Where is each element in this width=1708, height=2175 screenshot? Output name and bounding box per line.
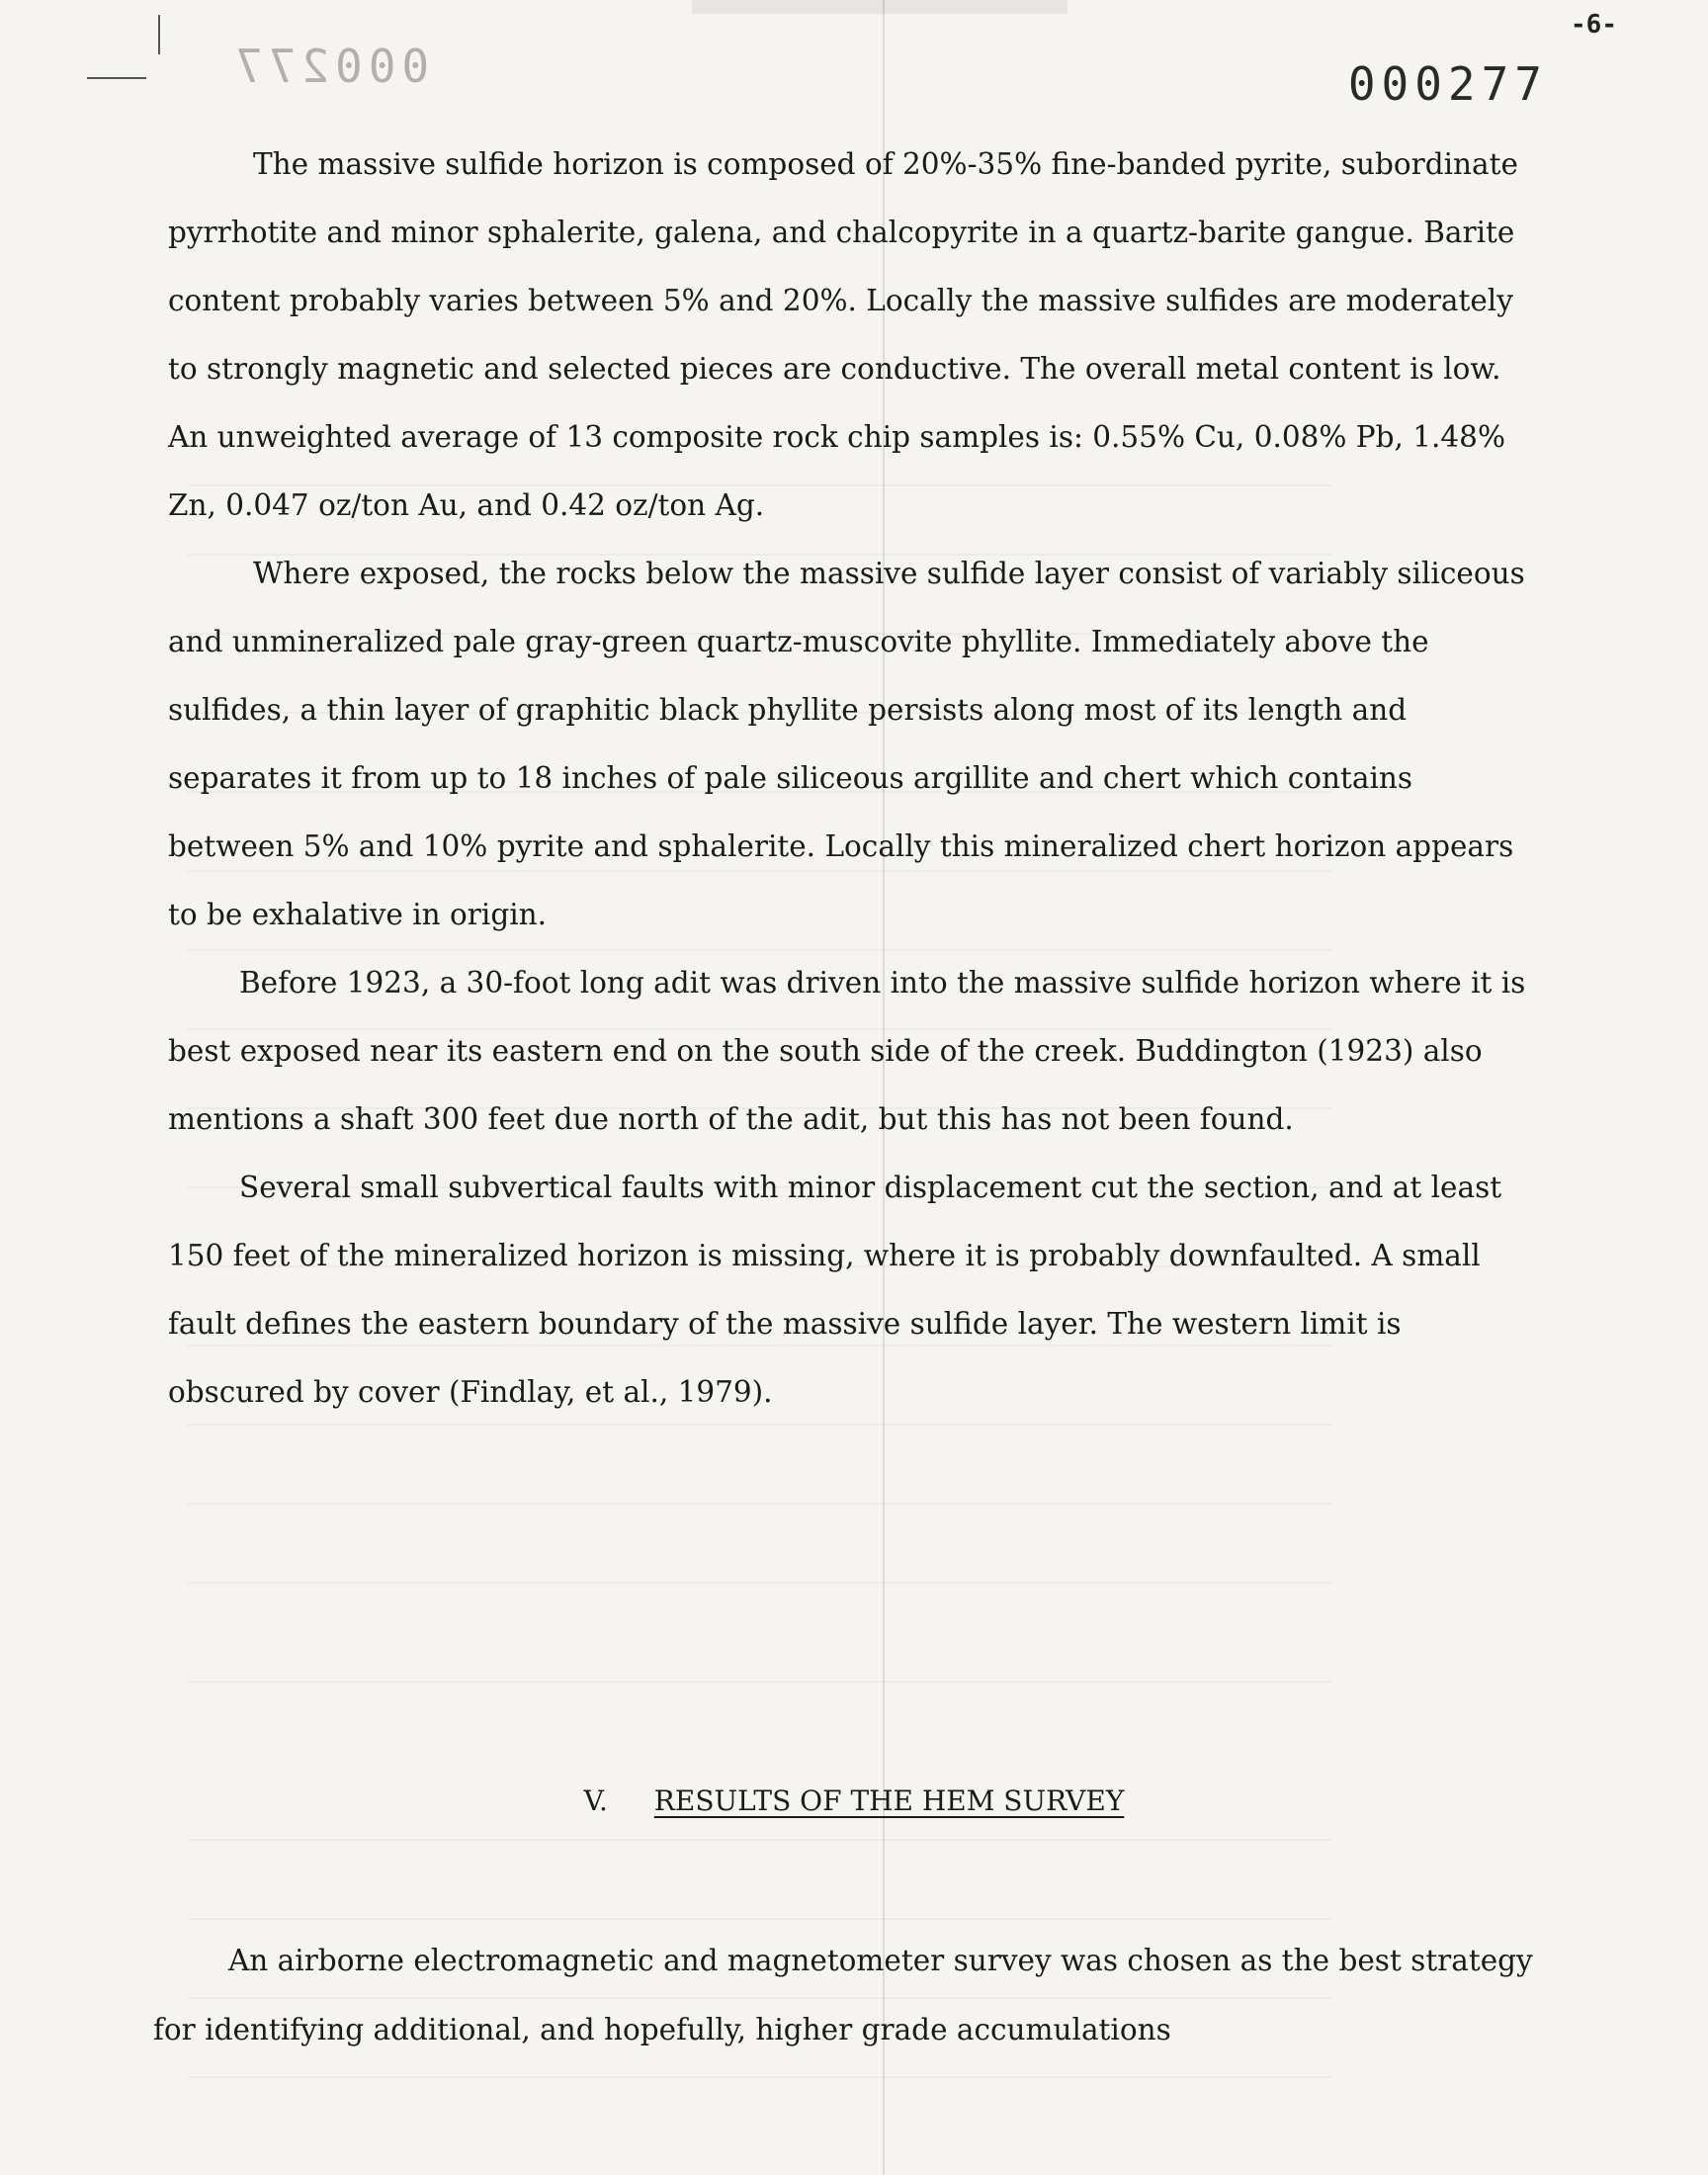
paragraph-faults: Several small subvertical faults with minor displacement cut the section, and at least 150 feet of the mineralized horizon is missing, where it is probably downfaulted. A small fault defines the eastern boundary of the massive sulfide layer. The western limit is obscured by cover (Findlay, et al., 1979). — [168, 1171, 1502, 1409]
paragraph-rocks-below: Where exposed, the rocks below the massive sulfide layer consist of variably siliceous and unmineralized pale gray-green quartz-muscovite phyllite. Immediately above the sulfides, a thin layer of graphitic black phyllite persists along most of its length and separates it from up to 18 inches of pale siliceous argillite and chert which contains between 5% and 10% pyrite and sphalerite. Locally this mineralized chert horizon appears to be exhalative in origin. — [168, 557, 1525, 931]
bleed-line — [188, 1681, 1332, 1683]
document-number-stamp: 000277 — [1347, 57, 1548, 111]
bleed-through-stamp: 000277 — [229, 40, 430, 93]
paragraph-massive-sulfide: The massive sulfide horizon is composed of 20%-35% fine-banded pyrite, subordinate pyrrhotite and minor sphalerite, galena, and chalcopyrite in a quartz-barite gangue. Barite content probably varies between 5% and 20%. Locally the massive sulfides are moderately to strongly magnetic and selected pieces are conductive. The overall metal content is low. An unweighted average of 13 composite rock chip samples is: 0.55% Cu, 0.08% Pb, 1.48% Zn, 0.047 oz/ton Au, and 0.42 oz/ton Ag. — [168, 147, 1518, 522]
paragraph-hem-survey: An airborne electromagnetic and magnetometer survey was chosen as the best strategy for identifying additional, and hopefully, higher grade accumulations — [153, 1944, 1533, 2046]
bleed-line — [188, 1582, 1332, 1584]
bleed-line — [188, 2076, 1332, 2078]
page-number: -6- — [1571, 10, 1617, 40]
paragraph-adit: Before 1923, a 30-foot long adit was driven into the massive sulfide horizon where it is best exposed near its eastern end on the south side of the creek. Buddington (1923) also mentions a shaft 300 feet due north of the adit, but this has not been found. — [168, 966, 1526, 1136]
bleed-line — [188, 1503, 1332, 1505]
top-edge-shadow — [692, 0, 1068, 14]
section-title: RESULTS OF THE HEM SURVEY — [653, 1784, 1125, 1817]
scan-mark — [87, 77, 146, 79]
section-number: V. — [583, 1784, 608, 1817]
body-text — [168, 130, 1542, 1427]
bleed-line — [188, 1918, 1332, 1920]
section-heading — [0, 1784, 1708, 1817]
scan-mark — [158, 15, 160, 54]
bleed-line — [188, 1839, 1332, 1841]
